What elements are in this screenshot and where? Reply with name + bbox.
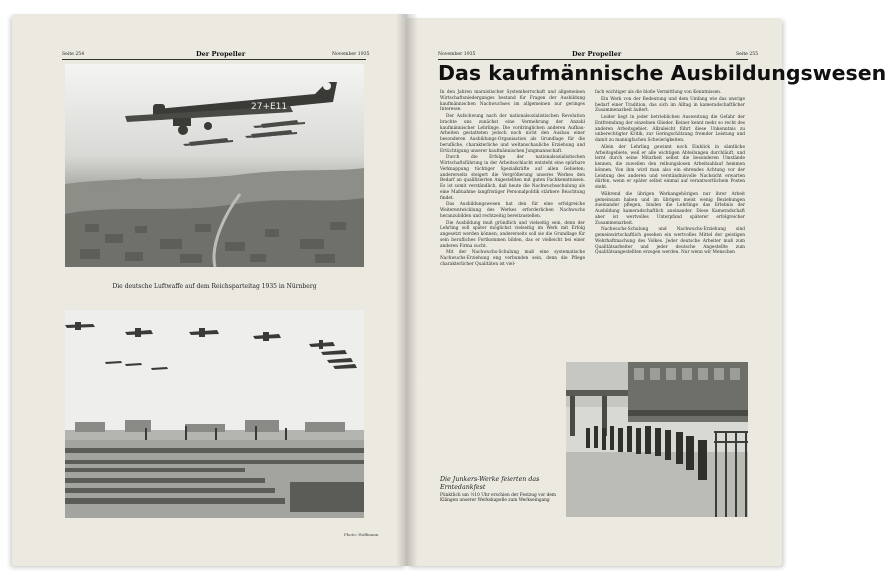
left-page-number: Seite 254 bbox=[62, 52, 85, 57]
rally-formation-photo bbox=[65, 310, 364, 518]
article-column-1 bbox=[440, 90, 585, 445]
paragraph: Durch die Erfolge der nationalsozialistischen Wirtschaftsführung in der Arbeitsschlacht entsteht eine spürbare Verknappung tüchtiger Spezialkräfte auf allen Gebieten; andererseits steigert die Vergrößerung unseres Werkes den Bedarf an qualifizierten Angestellten mit guten Fachkenntnissen. Es ist somit verständlich, daß heute die Nachwuchsschulung als eine Maßnahme langfristiger Personalpolitik stärkere Beachtung findet. bbox=[440, 155, 585, 201]
photo-caption-flyover: Die deutsche Luftwaffe auf dem Reichsparteitag 1935 in Nürnberg bbox=[112, 283, 317, 290]
paragraph: fach wichtiger als die bloße Vermittlung von Kenntnissen. bbox=[595, 90, 722, 95]
paragraph: Das Ausbildungswesen hat den für eine erfolgreiche Weiterentwicklung des Werkes erforderlichen Nachwuchs heranzubilden und rechtzeitig bereitzustellen. bbox=[440, 202, 585, 219]
paragraph: Leider liegt in jeder betrieblichen Ausweitung die Gefahr der Entfremdung der einzelnen Glieder. Keiner kennt mehr so recht des anderen Arbeitsgebiet. Allzuleicht führt diese Unkenntnis zu unberechtigter Kritik, zur Geringschätzung fremder Leistung und damit zu mannigfachen Schwierigkeiten. bbox=[595, 115, 745, 143]
harvest-festival-caption bbox=[440, 476, 562, 503]
article-title: Das kaufmännische Ausbildungswesen bbox=[438, 61, 886, 85]
plane-marking: 27+E11 bbox=[251, 102, 288, 112]
photo-credit: Photo: Hoffmann bbox=[344, 532, 379, 537]
book-spine bbox=[396, 14, 418, 566]
left-header-rule bbox=[62, 59, 366, 60]
paragraph: Die Ausbildung muß gründlich und vielseitig sein, denn der Lehrling soll später möglichst vielseitig im Werk mit Erfolg angesetzt werden können; andererseits soll sie die Grundlage für sein berufliches Fortkommen bilden, das er vielleicht bei einer anderen Firma sucht. bbox=[440, 220, 585, 249]
paragraph: Allein der Lehrling gewinnt noch Einblick in sämtliche Arbeitsgebiete, weil er alle wichtigen Abteilungen durchläuft, und lernt durch seine Mitarbeit selbst die besonderen Umstände kennen, die zuweilen den reibungslosen Arbeitsablauf hemmen können. Von ihm wird man also ein ehrendes Achtung vor der Leistung des anderen und verständnisvolle Nachsicht erwarten dürfen, wenn er später selbst einmal auf verantwortlichem Posten steht. bbox=[595, 144, 745, 190]
aircraft-flyover-photo bbox=[65, 64, 364, 267]
harvest-festival-illustration bbox=[566, 362, 748, 517]
paragraph: In den Jahren marxistischer Systemherrschaft und allgemeinen Wirtschaftsniederganges bestand für Fragen der Ausbildung kaufmännischen Nachwuchses im allgemeinen nur geringes Interesse. bbox=[440, 90, 585, 113]
rally-formation-illustration bbox=[65, 310, 364, 518]
right-page-number: Seite 255 bbox=[736, 52, 759, 57]
right-masthead: Der Propeller bbox=[572, 50, 622, 58]
paragraph: Während die übrigen Werkangehörigen nur ihrer Arbeit gemeinsam haben und im übrigen meist wenig Beziehungen zueinander pflegen, binden die Lehrlinge das Erlebnis der Ausbildung kameradschaftlich aneinander. Diese Kameradschaft aber ist wertvolles Unterpfand späterer erfolgreicher Zusammenarbeit. bbox=[595, 191, 745, 226]
harvest-festival-photo bbox=[566, 362, 748, 517]
right-issue-date: November 1935 bbox=[438, 52, 476, 57]
aircraft-flyover-illustration bbox=[65, 64, 364, 267]
paragraph: Mit der Nachwuchs-Schulung muß eine systematische Nachwuchs-Erziehung eng verbunden sein, denn die Pflege charakterlicher Qualitäten ist viel- bbox=[440, 250, 585, 267]
article-column-2 bbox=[595, 90, 745, 355]
paragraph: Der Aufschwung nach der nationalsozialistischen Revolution brachte uns zunächst eine Vermehrung der Anzahl kaufmännischer Lehrlinge. Die vordringlichen anderen Aufbau-Arbeiten gestatteten jedoch noch nicht den Ausbau einer besonderen Ausbildungs-Organisation als Grundlage für die berufliche, charakterliche und weltanschauliche Erziehung und Ertüchtigung unserer kaufmännischen Jungmannschaft. bbox=[440, 114, 585, 154]
paragraph: Ein Werk von der Bedeutung und dem Umfang wie das unsrige bedarf einer Tradition, das sich im Alltag in kameradschaftlicher Zusammenarbeit äußert. bbox=[595, 96, 745, 114]
paragraph: Nachwuchs-Schulung und Nachwuchs-Erziehung sind gemeinwirtschaftlich gesehen ein wertvolles Mittel der geistigen Wehrhaftmachung des Volkes. Jeder deutsche Arbeiter muß zum Qualitätsarbeiter und jeder deutsche Angestellte zum Qualitätsangestellten erzogen werden. Nur wenn wir Menschen bbox=[595, 227, 745, 256]
left-issue-date: November 1935 bbox=[332, 52, 370, 57]
left-masthead: Der Propeller bbox=[196, 50, 246, 58]
caption-title: Die Junkers-Werke feierten das Erntedankfest bbox=[440, 476, 540, 491]
caption-body: Pünktlich um ½10 Uhr erschien der Festzug vor dem Klängen unserer Werkskapelle zum Werkseingang bbox=[440, 493, 556, 504]
